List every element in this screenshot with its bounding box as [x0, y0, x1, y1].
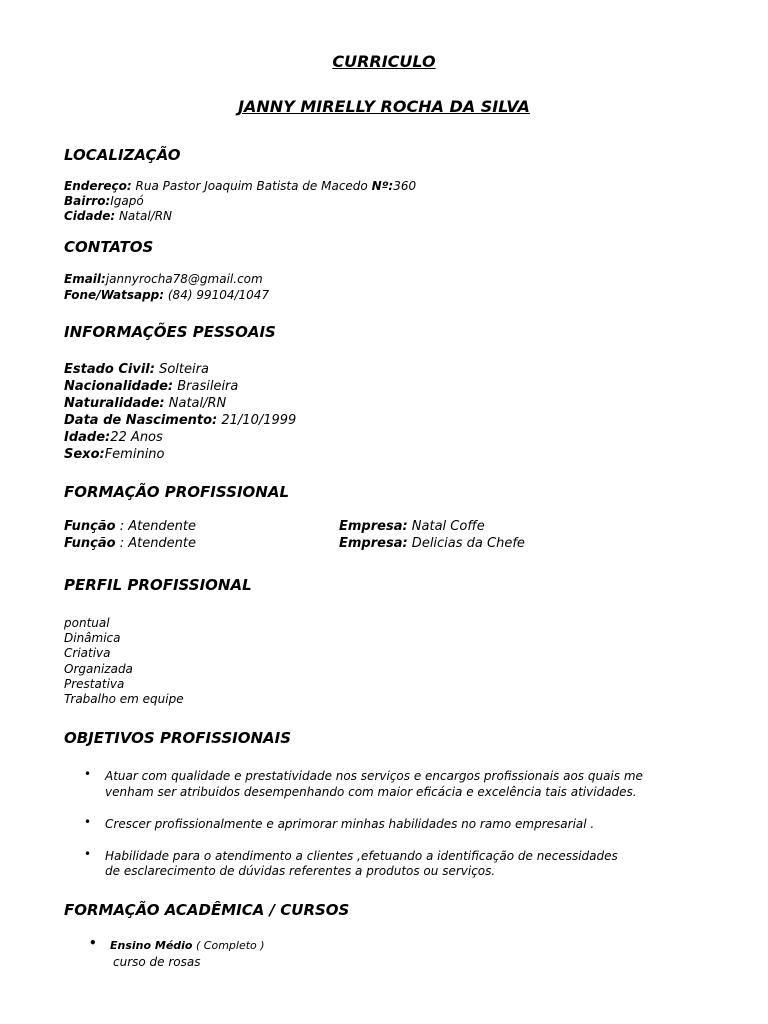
- bullet-icon: •: [84, 815, 92, 829]
- bairro-line: [64, 194, 144, 209]
- empresa-label: Empresa:: [339, 536, 408, 551]
- objetivo-line: venham ser atribuidos desempenhando com maior eficácia e excelência tais atividades.: [105, 785, 637, 799]
- bullet-icon: •: [84, 847, 92, 861]
- fone-value: (84) 99104/1047: [164, 288, 270, 302]
- perfil-item: Organizada: [64, 662, 133, 676]
- nascimento-label: Data de Nascimento:: [64, 413, 218, 428]
- bullet-icon: •: [89, 936, 97, 950]
- objetivo-line: de esclarecimento de dúvidas referentes a produtos ou serviços.: [105, 864, 496, 878]
- naturalidade-label: Naturalidade:: [64, 396, 165, 411]
- objetivo-line: Crescer profissionalmente e aprimorar minhas habilidades no ramo empresarial .: [105, 817, 595, 831]
- naturalidade-line: [64, 395, 226, 412]
- section-heading-objetivos: OBJETIVOS PROFISSIONAIS: [64, 729, 292, 747]
- objetivo-line: Atuar com qualidade e prestatividade nos serviços e encargos profissionais aos quais me: [105, 769, 643, 783]
- naturalidade-value: Natal/RN: [164, 396, 227, 411]
- nacionalidade-line: [64, 378, 238, 395]
- perfil-item: Prestativa: [64, 677, 125, 691]
- ensino-medio-label: Ensino Médio: [110, 939, 193, 952]
- empresa-value: Natal Coffe: [407, 519, 485, 534]
- funcao-label: Função: [64, 536, 116, 551]
- nascimento-line: [64, 412, 296, 429]
- section-heading-formacao-profissional: FORMAÇÃO PROFISSIONAL: [64, 483, 289, 501]
- sexo-line: [64, 446, 165, 463]
- bairro-value: Igapó: [110, 194, 144, 208]
- funcao-line: [64, 535, 196, 552]
- empresa-value: Delicias da Chefe: [407, 536, 525, 551]
- funcao-label: Função: [64, 519, 116, 534]
- numero-label: Nº:: [371, 179, 394, 193]
- estado-civil-label: Estado Civil:: [64, 362, 155, 377]
- fone-label: Fone/Watsapp:: [64, 288, 165, 302]
- empresa-label: Empresa:: [339, 519, 408, 534]
- cidade-value: Natal/RN: [115, 209, 173, 223]
- section-heading-perfil: PERFIL PROFISSIONAL: [64, 576, 252, 594]
- empresa-line: [339, 535, 525, 552]
- endereco-label: Endereço:: [64, 179, 132, 193]
- nascimento-value: 21/10/1999: [217, 413, 297, 428]
- bullet-icon: •: [84, 767, 92, 781]
- nacionalidade-label: Nacionalidade:: [64, 379, 174, 394]
- funcao-value: : Atendente: [115, 519, 197, 534]
- sexo-value: Feminino: [104, 447, 165, 462]
- idade-label: Idade:: [64, 430, 111, 445]
- document-title: CURRICULO: [332, 52, 436, 71]
- funcao-line: [64, 518, 196, 535]
- perfil-item: pontual: [64, 616, 110, 630]
- email-line: [64, 272, 263, 287]
- endereco-line: [64, 179, 416, 194]
- endereco-value: Rua Pastor Joaquim Batista de Macedo: [131, 179, 372, 193]
- email-label: Email:: [64, 272, 106, 286]
- ensino-medio-line: [110, 939, 265, 952]
- empresa-line: [339, 518, 485, 535]
- nacionalidade-value: Brasileira: [173, 379, 239, 394]
- perfil-item: Dinâmica: [64, 631, 121, 645]
- numero-value: 360: [393, 179, 417, 193]
- idade-value: 22 Anos: [110, 430, 163, 445]
- estado-civil-value: Solteira: [154, 362, 209, 377]
- fone-line: [64, 288, 269, 303]
- section-heading-academica: FORMAÇÃO ACADÊMICA / CURSOS: [64, 901, 350, 919]
- section-heading-pessoais: INFORMAÇÕES PESSOAIS: [64, 323, 276, 341]
- curso-line: curso de rosas: [113, 955, 201, 969]
- cidade-line: [64, 209, 172, 224]
- ensino-medio-status: ( Completo ): [192, 939, 265, 952]
- section-heading-localizacao: LOCALIZAÇÃO: [64, 146, 181, 164]
- perfil-item: Criativa: [64, 646, 111, 660]
- email-value: jannyrocha78@gmail.com: [105, 272, 263, 286]
- funcao-value: : Atendente: [115, 536, 197, 551]
- objetivo-line: Habilidade para o atendimento a clientes ,efetuando a identificação de necessidades: [105, 849, 618, 863]
- idade-line: [64, 429, 163, 446]
- cidade-label: Cidade:: [64, 209, 116, 223]
- sexo-label: Sexo:: [64, 447, 105, 462]
- perfil-item: Trabalho em equipe: [64, 692, 184, 706]
- bairro-label: Bairro:: [64, 194, 111, 208]
- candidate-name: JANNY MIRELLY ROCHA DA SILVA: [238, 97, 530, 116]
- section-heading-contatos: CONTATOS: [64, 238, 154, 256]
- estado-civil-line: [64, 361, 209, 378]
